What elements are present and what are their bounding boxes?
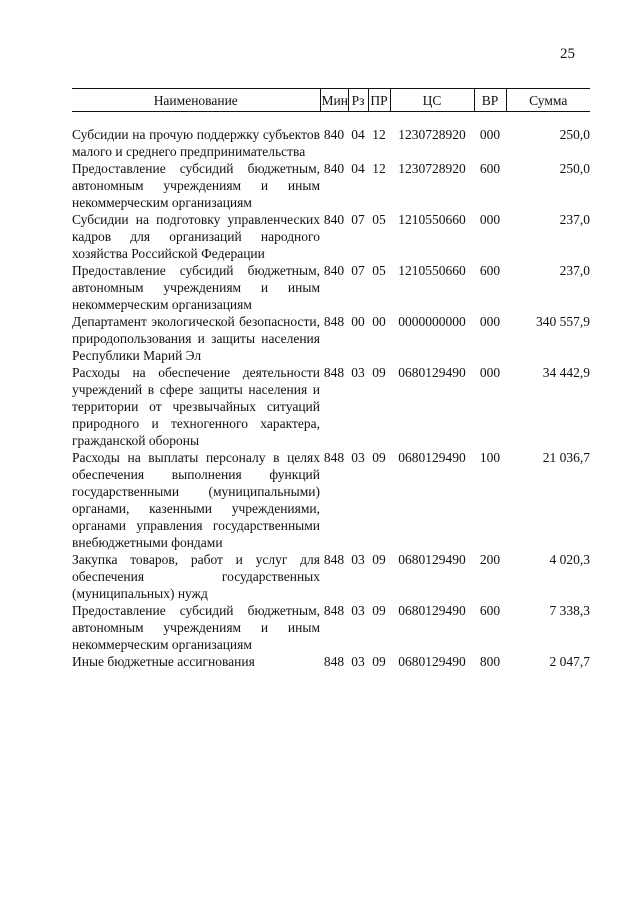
row-name: Иные бюджетные ассигнования [72,654,255,669]
row-vr: 100 [479,450,501,465]
row-name: Субсидии на подготовку управленческих кадров для организаций народного хозяйства Российской Федерации [72,212,320,261]
row-rz: 04 [351,127,365,142]
header-vr: ВР [474,89,506,112]
header-cs: ЦС [390,89,474,112]
header-rz: Рз [348,89,368,112]
table-row [72,160,590,211]
row-sum: 4 020,3 [549,552,590,567]
row-min: 848 [323,365,345,380]
row-name: Расходы на обеспечение деятельности учреждений в сфере защиты населения и территории от чрезвычайных ситуаций природного и техногенного характера, гражданской обороны [72,365,320,448]
row-rz: 00 [351,314,365,329]
row-name: Департамент экологической безопасности, природопользования и защиты населения Республики Марий Эл [72,314,320,363]
row-cs: 1210550660 [398,212,466,227]
row-min: 848 [323,603,345,618]
row-vr: 000 [479,365,501,380]
table-row [72,602,590,653]
row-rz: 03 [351,552,365,567]
row-sum: 250,0 [559,161,590,176]
table-row [72,313,590,364]
row-vr: 200 [479,552,501,567]
row-sum: 34 442,9 [542,365,590,380]
row-rz: 07 [351,212,365,227]
row-cs: 0680129490 [398,450,466,465]
row-cs: 0680129490 [398,654,466,669]
row-rz: 03 [351,654,365,669]
row-name: Расходы на выплаты персоналу в целях обеспечения выполнения функций государственными (муниципальными) органами, казенными учреждениями, органами управления государственными внебюджетными фондами [72,450,320,550]
row-name: Предоставление субсидий бюджетным, автономным учреждениям и иным некоммерческим организациям [72,603,320,652]
row-pr: 09 [372,450,386,465]
row-vr: 600 [479,263,501,278]
row-sum: 21 036,7 [542,450,590,465]
header-min: Мин [320,89,348,112]
table-header-row [72,89,590,112]
row-min: 840 [323,212,345,227]
row-name: Предоставление субсидий бюджетным, автономным учреждениям и иным некоммерческим организациям [72,161,320,210]
row-sum: 340 557,9 [536,314,590,329]
table-row [72,449,590,551]
row-sum: 2 047,7 [549,654,590,669]
row-pr: 12 [372,127,386,142]
row-sum: 7 338,3 [549,603,590,618]
row-pr: 12 [372,161,386,176]
row-min: 848 [323,654,345,669]
row-pr: 09 [372,552,386,567]
row-min: 840 [323,263,345,278]
row-cs: 0000000000 [398,314,466,329]
row-vr: 800 [479,654,501,669]
row-name: Предоставление субсидий бюджетным, автономным учреждениям и иным некоммерческим организациям [72,263,320,312]
row-rz: 07 [351,263,365,278]
row-vr: 600 [479,161,501,176]
row-min: 848 [323,314,345,329]
row-cs: 1230728920 [398,161,466,176]
row-vr: 000 [479,212,501,227]
row-min: 840 [323,127,345,142]
row-pr: 05 [372,212,386,227]
row-rz: 03 [351,365,365,380]
row-vr: 000 [479,127,501,142]
row-pr: 00 [372,314,386,329]
row-cs: 1230728920 [398,127,466,142]
row-cs: 0680129490 [398,552,466,567]
row-pr: 05 [372,263,386,278]
row-pr: 09 [372,603,386,618]
row-pr: 09 [372,365,386,380]
row-rz: 03 [351,450,365,465]
header-pr: ПР [368,89,390,112]
row-cs: 0680129490 [398,365,466,380]
row-min: 848 [323,450,345,465]
row-min: 840 [323,161,345,176]
table-row [72,551,590,602]
budget-table [72,88,590,670]
row-min: 848 [323,552,345,567]
header-name: Наименование [72,89,320,112]
row-sum: 250,0 [559,127,590,142]
page-number: 25 [560,46,575,62]
table-row [72,262,590,313]
table-row [72,364,590,449]
row-name: Субсидии на прочую поддержку субъектов малого и среднего предпринимательства [72,127,320,159]
row-sum: 237,0 [559,212,590,227]
row-rz: 03 [351,603,365,618]
row-rz: 04 [351,161,365,176]
row-vr: 600 [479,603,501,618]
table-row [72,653,590,670]
header-sum: Сумма [506,89,590,112]
table-row [72,126,590,160]
row-vr: 000 [479,314,501,329]
row-sum: 237,0 [559,263,590,278]
table-row [72,211,590,262]
row-cs: 1210550660 [398,263,466,278]
row-pr: 09 [372,654,386,669]
row-name: Закупка товаров, работ и услуг для обеспечения государственных (муниципальных) нужд [72,552,320,601]
row-cs: 0680129490 [398,603,466,618]
